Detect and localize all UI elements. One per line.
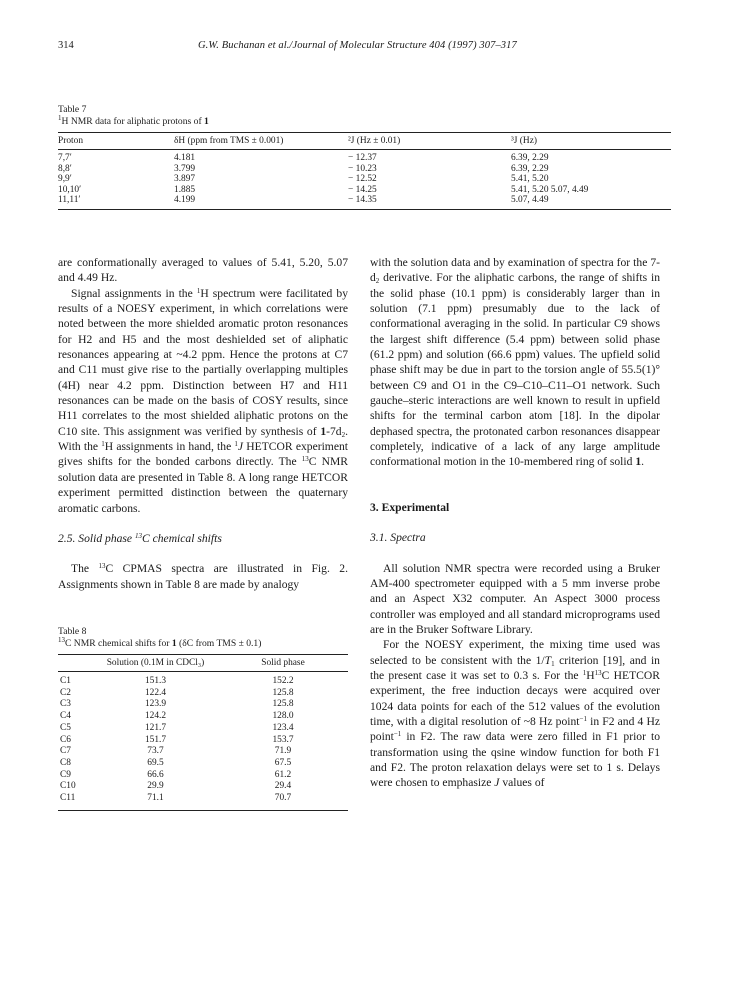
table-7-grid	[58, 132, 671, 210]
table-cell: 121.7	[144, 722, 167, 733]
table-cell: 71.1	[147, 793, 164, 804]
table-cell: 5.41, 5.20	[511, 174, 549, 185]
table-row	[58, 770, 348, 782]
table-cell: 125.8	[272, 687, 294, 698]
table-cell: 125.8	[272, 699, 294, 710]
table-row	[58, 150, 671, 164]
table-7-header-shift: δH (ppm from TMS ± 0.001)	[174, 133, 348, 150]
table-cell: 70.7	[274, 793, 292, 804]
table-7-caption	[58, 104, 671, 128]
table-cell: 71.9	[274, 746, 292, 757]
table-cell: 3.897	[174, 174, 196, 185]
table-7-label: Table 7	[58, 104, 87, 115]
paragraph-signal-assignments: Signal assignments in the $^1$H spectrum were facilitated by results of a NOESY experiment, in which correlations were noted between the more shielded aromatic proton resonances for H2 and H5 and the most deshielded set of aliphatic resonances appearing at ~4.2 ppm. Hence the protons at C7 and C11 must give rise to the partially overlapping multiples (4H) near 4.2 ppm. Distinction between H7 and H11 resonances can be made on the basis of COSY results, since H11 correlates to the most shielded aliphatic protons on the C10 site. This assignment was verified by synthesis of $1-7d_2$. With the $^1$H assignments in hand, the $^1$J HETCOR experiment gives shifts for the bonded carbons directly. The $^{13}$C NMR solution data are presented in Table 8. A long range HETCOR experiment permitted distinction between the quaternary aromatic carbons.	[58, 286, 348, 515]
table-row	[58, 195, 671, 209]
table-cell: 128.0	[272, 711, 294, 722]
table-7-header-3j: ³J (Hz)	[511, 133, 671, 150]
table-cell: C3	[60, 699, 71, 710]
table-row	[58, 164, 671, 175]
table-7	[58, 104, 671, 210]
table-row	[58, 688, 348, 700]
paragraph-noesy: For the NOESY experiment, the mixing time used was selected to be consistent with the $1/T_1$ criterion [19], and in the present case it was set to 0.3 s. For the $^1H^{13}C$ HETCOR experiment, the free induction decays were acquired over 1024 data points for each of the 512 values of the evolution time, with a digital resolution of ~8 Hz point$^{-1}$ in F2 and 4 Hz point$^{-1}$ in F2. The raw data were zero filled in F1 prior to transformation using the qsine window function for both F1 and F2. The proton relaxation delays were set to 1 s. Delays were chosen to emphasize J values of	[370, 638, 660, 790]
table-cell: 29.9	[147, 781, 164, 792]
paragraph-cpmas: The $^{13}$C CPMAS spectra are illustrated in Fig. 2. Assignments shown in Table 8 are made by analogy	[58, 562, 348, 591]
table-8-title: $^{13}$C NMR chemical shifts for 1 (δC from TMS ± 0.1)	[58, 636, 262, 649]
table-cell: 61.2	[274, 769, 292, 780]
section-heading-experimental: 3. Experimental	[370, 500, 450, 514]
table-cell: 11,11′	[58, 195, 81, 206]
table-cell: 6.39, 2.29	[511, 163, 549, 174]
table-8-header-carbon	[58, 655, 93, 672]
table-cell: 29.4	[274, 781, 292, 792]
table-cell: 66.6	[147, 769, 164, 780]
table-cell: − 14.35	[348, 195, 377, 206]
table-cell: 123.4	[272, 722, 294, 733]
table-row	[58, 781, 348, 793]
table-7-header-2j: ²J (Hz ± 0.01)	[348, 133, 511, 150]
table-cell: C2	[60, 687, 71, 698]
table-cell: 8,8′	[58, 163, 72, 174]
paragraph-solid-phase: with the solution data and by examination of spectra for the $7-d_2$ derivative. For the aliphatic carbons, the range of shifts in the solid phase (10.1 ppm) is considerably larger than in solution (7.1 ppm) presumably due to the lack of conformational averaging in the solid. In particular C9 shows the largest shift difference (5.4 ppm) between solid phase (61.2 ppm) and solution (66.6 ppm) values. The upfield solid phase shift may be due in part to the torsion angle of 55.5(1)° between C9 and O1 in the C9–C10–C11–O1 network. Such gauche–steric interactions are well known to result in upfield shifts for the terminal carbon atom [18]. In the dipolar dephased spectra, the protonated carbon resonances disappear completely, indicative of a lack of any large amplitude conformational motion in the 10-membered ring of solid 1.	[370, 256, 660, 469]
table-cell: 73.7	[147, 746, 164, 757]
table-cell: − 10.23	[348, 163, 377, 174]
right-column	[370, 255, 660, 791]
table-cell: 67.5	[274, 757, 292, 768]
table-8-header-solution: Solution (0.1M in CDCl₃)	[93, 655, 218, 672]
table-row	[58, 699, 348, 711]
table-8-grid	[58, 654, 348, 811]
page-number: 314	[58, 40, 74, 51]
table-8-caption	[58, 626, 348, 650]
table-cell: 5.41, 5.20 5.07, 4.49	[511, 184, 589, 195]
table-cell: 5.07, 4.49	[511, 195, 549, 206]
section-heading-2-5: 2.5. Solid phase $^{13}$C chemical shifts	[58, 531, 222, 545]
table-row	[58, 758, 348, 770]
table-cell: − 14.25	[348, 184, 377, 195]
table-cell: C1	[60, 676, 71, 686]
table-cell: 123.9	[144, 699, 167, 710]
left-column	[58, 255, 348, 592]
table-cell: 10,10′	[58, 184, 82, 195]
table-cell: C9	[60, 769, 71, 780]
table-cell: C4	[60, 711, 71, 722]
table-row	[58, 711, 348, 723]
table-cell: 6.39, 2.29	[511, 153, 549, 163]
table-8	[58, 626, 348, 811]
table-cell: 4.181	[174, 153, 196, 163]
table-row	[58, 185, 671, 196]
table-cell: 122.4	[144, 687, 167, 698]
table-cell: 9,9′	[58, 174, 72, 185]
table-cell: 151.3	[144, 676, 167, 686]
running-head	[58, 40, 671, 56]
table-cell: 151.7	[144, 734, 167, 745]
table-cell: C7	[60, 746, 71, 757]
table-cell: 1.885	[174, 184, 196, 195]
table-row	[58, 672, 348, 688]
table-row	[58, 174, 671, 185]
table-7-header-row	[58, 133, 671, 150]
table-row	[58, 735, 348, 747]
paragraph: are conformationally averaged to values of 5.41, 5.20, 5.07 and 4.49 Hz.	[58, 256, 348, 285]
table-cell: − 12.52	[348, 174, 377, 185]
section-heading-spectra: 3.1. Spectra	[370, 531, 426, 545]
table-cell: C6	[60, 734, 71, 745]
table-8-header-row	[58, 655, 348, 672]
table-cell: 152.2	[272, 676, 294, 686]
table-cell: 124.2	[144, 711, 167, 722]
paragraph-instrument: All solution NMR spectra were recorded using a Bruker AM-400 spectrometer equipped with a 5 mm inverse probe and an Aspect X32 computer. An Aspect 3000 process controller was employed and all standard microprograms used are in the Bruker Software Library.	[370, 561, 660, 636]
table-cell: 7,7′	[58, 153, 72, 163]
table-cell: C5	[60, 722, 71, 733]
table-cell: C10	[60, 781, 76, 792]
journal-reference: G.W. Buchanan et al./Journal of Molecular Structure 404 (1997) 307–317	[198, 40, 517, 51]
table-cell: 3.799	[174, 163, 196, 174]
table-8-label: Table 8	[58, 626, 87, 637]
table-row	[58, 723, 348, 735]
table-row	[58, 746, 348, 758]
table-cell: 4.199	[174, 195, 196, 206]
table-cell: C11	[60, 793, 76, 804]
table-8-header-solid: Solid phase	[218, 655, 348, 672]
table-cell: − 12.37	[348, 153, 377, 163]
table-cell: C8	[60, 757, 71, 768]
table-7-header-proton: Proton	[58, 133, 174, 150]
table-cell: 69.5	[147, 757, 164, 768]
table-row	[58, 793, 348, 810]
table-7-title: $^1$H NMR data for aliphatic protons of 1	[58, 114, 209, 127]
table-cell: 153.7	[272, 734, 294, 745]
